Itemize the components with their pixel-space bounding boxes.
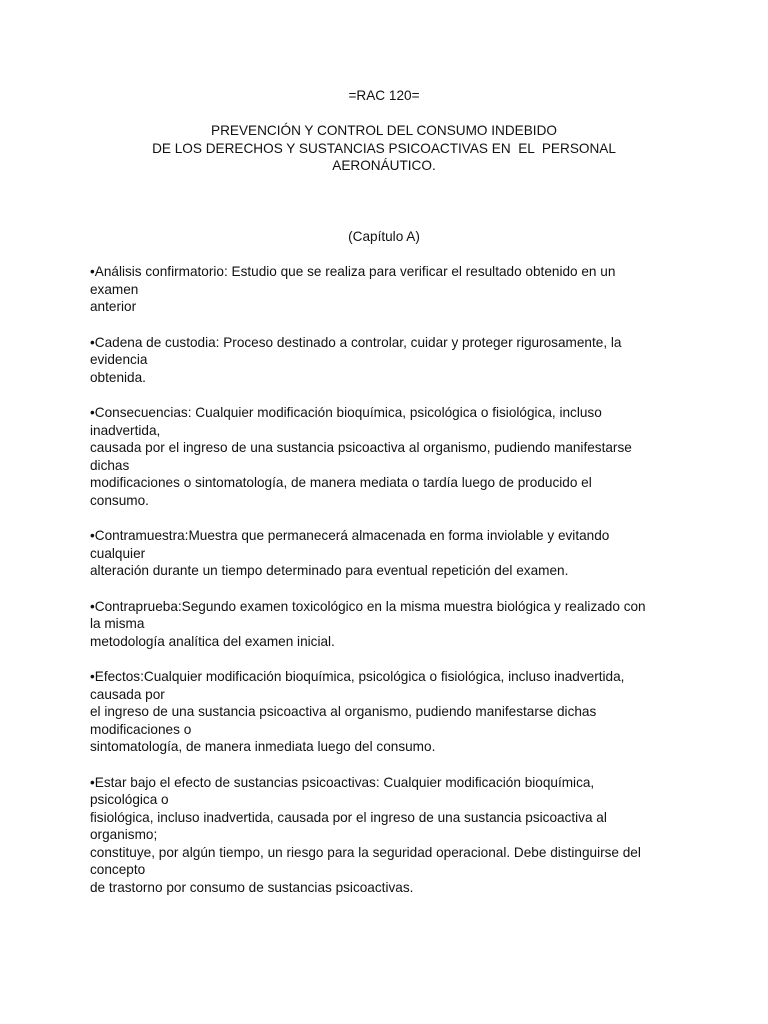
definition-item: [90, 404, 690, 509]
definition-line: •Análisis confirmatorio: Estudio que se realiza para verificar el resultado obtenido en un: [90, 264, 616, 279]
definition-line: •Cadena de custodia: Proceso destinado a controlar, cuidar y proteger rigurosamente, la: [90, 334, 622, 350]
definition-item: [90, 668, 690, 756]
definition-item: [90, 598, 690, 651]
definition-line: organismo;: [90, 827, 158, 842]
definition-line: inadvertida,: [90, 422, 161, 438]
definition-line: de trastorno por consumo de sustancias psicoactivas.: [90, 879, 414, 895]
definition-line: •Contramuestra:Muestra que permanecerá almacenada en forma inviolable y evitando: [90, 528, 610, 543]
definitions-list: [90, 263, 690, 914]
definition-item: [90, 774, 690, 897]
definition-line: sintomatología, de manera inmediata luego del consumo.: [90, 739, 436, 754]
definition-line: •Contraprueba:Segundo examen toxicológico en la misma muestra biológica y realizado con: [90, 598, 646, 614]
definition-line: •Efectos:Cualquier modificación bioquímica, psicológica o fisiológica, incluso inadvertida,: [90, 669, 625, 684]
definition-line: causada por: [90, 686, 165, 702]
definition-line: concepto: [90, 862, 146, 877]
definition-line: la misma: [90, 616, 145, 631]
definition-line: fisiológica, incluso inadvertida, causada por el ingreso de una sustancia psicoactiva al: [90, 809, 607, 825]
chapter-heading: (Capítulo A): [348, 229, 420, 244]
definition-item: [90, 263, 690, 316]
definition-line: anterior: [90, 299, 137, 314]
definition-line: evidencia: [90, 352, 148, 367]
definition-item: [90, 527, 690, 580]
document-title: [0, 122, 768, 175]
definition-line: causada por el ingreso de una sustancia psicoactiva al organismo, pudiendo manifestarse: [90, 440, 632, 455]
definition-line: modificaciones o sintomatología, de manera mediata o tardía luego de producido el: [90, 475, 592, 490]
definition-line: •Estar bajo el efecto de sustancias psicoactivas: Cualquier modificación bioquímica,: [90, 774, 595, 790]
definition-line: alteración durante un tiempo determinado para eventual repetición del examen.: [90, 563, 569, 578]
definition-item: [90, 334, 690, 387]
definition-line: •Consecuencias: Cualquier modificación bioquímica, psicológica o fisiológica, incluso: [90, 405, 602, 420]
definition-line: cualquier: [90, 545, 146, 561]
definition-line: examen: [90, 281, 139, 297]
definition-line: el ingreso de una sustancia psicoactiva al organismo, pudiendo manifestarse dichas: [90, 704, 597, 719]
regulation-code: =RAC 120=: [348, 88, 420, 103]
definition-line: obtenida.: [90, 369, 146, 385]
definition-line: modificaciones o: [90, 721, 192, 737]
definition-line: dichas: [90, 457, 130, 473]
definition-line: consumo.: [90, 492, 149, 508]
definition-line: metodología analítica del examen inicial.: [90, 633, 335, 649]
title-line: AERONÁUTICO.: [332, 158, 436, 173]
title-line: DE LOS DERECHOS Y SUSTANCIAS PSICOACTIVAS EN EL PERSONAL: [152, 140, 616, 156]
title-line: PREVENCIÓN Y CONTROL DEL CONSUMO INDEBIDO: [211, 123, 557, 138]
definition-line: constituye, por algún tiempo, un riesgo para la seguridad operacional. Debe distinguirse del: [90, 844, 641, 860]
definition-line: psicológica o: [90, 792, 169, 807]
